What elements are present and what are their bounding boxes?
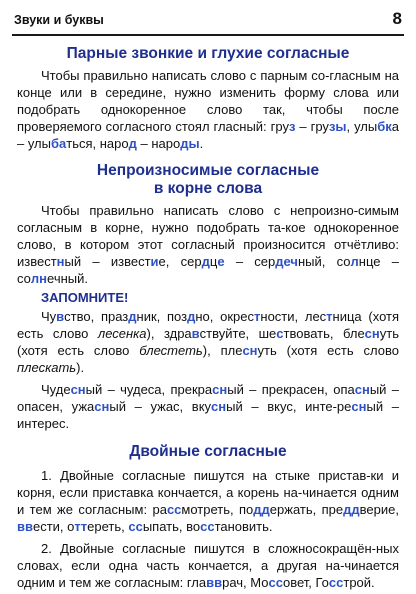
text-run: Чуде xyxy=(41,382,71,397)
text-run: ый – интерес. xyxy=(17,399,399,431)
text-run: Чтобы правильно написать слово с непроизно-симым согласным в корне, нужно подобрать та-кое однокоренное слово, в котором этот согласный произносится отчётливо: извест xyxy=(17,203,399,269)
highlighted-letters: сн xyxy=(70,382,86,397)
highlighted-letters: деч xyxy=(275,254,298,269)
page-header xyxy=(0,0,416,40)
section-title-line: Непроизносимые согласные xyxy=(96,162,320,179)
text-run: ержать, пре xyxy=(269,502,344,517)
highlighted-letters: с xyxy=(276,326,284,341)
text-run: Чтобы правильно написать слово с парным со-гласным на конце или в середине, нужно изменить форму слова или подобрать однокоренное слово так, чтобы после проверяемого согласного стоял гласный: гру xyxy=(17,68,399,134)
text-run: тановить. xyxy=(214,519,273,534)
text-run: ), пле xyxy=(202,343,243,358)
section-title-silent-consonants xyxy=(17,162,399,198)
text-run: . xyxy=(199,136,204,151)
text-run: ник, поз xyxy=(136,309,188,324)
section-title-paired-consonants: Парные звонкие и глухие согласные xyxy=(66,45,350,62)
highlighted-letters: бк xyxy=(377,119,392,134)
text-run: уть (хотя есть слово xyxy=(17,326,399,358)
text-run: ). xyxy=(76,360,85,375)
highlighted-letters: в xyxy=(191,326,200,341)
highlighted-letters: сн xyxy=(364,326,380,341)
text-run: – гру xyxy=(295,119,329,134)
highlighted-letters: сс xyxy=(166,502,182,517)
highlighted-letters: тт xyxy=(74,519,88,534)
highlighted-letters: д xyxy=(128,309,137,324)
text-run: ница (хотя есть слово xyxy=(17,309,400,341)
text-run: овет, Го xyxy=(282,575,329,590)
text-run: нце – со xyxy=(17,254,399,286)
text-run: трой. xyxy=(343,575,375,590)
paragraph-double-consonants-compound xyxy=(17,540,399,591)
text-run: верие, xyxy=(359,502,399,517)
text-run: ыпать, во xyxy=(142,519,201,534)
highlighted-letters: ды xyxy=(180,136,200,151)
remember-label: ЗАПОМНИТЕ! xyxy=(41,290,129,305)
italic-word: плескать xyxy=(17,360,77,375)
highlighted-letters: т xyxy=(326,309,333,324)
page-content xyxy=(17,40,399,591)
text-run: ести, о xyxy=(32,519,75,534)
highlighted-letters: вв xyxy=(17,519,33,534)
text-run: ый – опасен, ужа xyxy=(17,382,399,414)
paragraph-double-consonants-prefix xyxy=(17,467,399,535)
highlighted-letters: дд xyxy=(253,502,270,517)
text-run: а – улы xyxy=(17,119,400,151)
header-rule xyxy=(12,34,404,36)
highlighted-letters: с xyxy=(275,575,283,590)
text-run: е, сер xyxy=(158,254,202,269)
highlighted-letters: д xyxy=(201,254,210,269)
text-run: ый – чудеса, прекра xyxy=(85,382,213,397)
highlighted-letters: сн xyxy=(242,343,258,358)
text-run: ый – ужас, вку xyxy=(109,399,212,414)
highlighted-letters: сн xyxy=(212,382,228,397)
text-run: твовать, бле xyxy=(283,326,365,341)
text-run: но, окрес xyxy=(195,309,255,324)
highlighted-letters: з xyxy=(288,119,296,134)
highlighted-letters: с xyxy=(354,382,362,397)
highlighted-letters: и xyxy=(150,254,159,269)
italic-word: лесенка xyxy=(97,326,147,341)
text-run: ствуйте, ше xyxy=(199,326,277,341)
highlighted-letters: с xyxy=(268,575,276,590)
text-run: рач, Мо xyxy=(222,575,269,590)
text-run: ереть, xyxy=(87,519,129,534)
paragraph-remember-words xyxy=(17,308,399,376)
highlighted-letters: дд xyxy=(343,502,360,517)
highlighted-letters: д xyxy=(187,309,196,324)
text-run: ), здра xyxy=(146,326,192,341)
section-title-double-consonants: Двойные согласные xyxy=(129,443,287,460)
text-run: мотреть, по xyxy=(181,502,254,517)
highlighted-letters: вв xyxy=(206,575,223,590)
text-run: , улы xyxy=(346,119,378,134)
highlighted-letters: н xyxy=(56,254,65,269)
text-run: ц xyxy=(209,254,218,269)
highlighted-letters: н xyxy=(361,382,370,397)
highlighted-letters: е xyxy=(217,254,225,269)
highlighted-letters: в xyxy=(56,309,65,324)
highlighted-letters: сс xyxy=(128,519,143,534)
highlighted-letters: сс xyxy=(200,519,215,534)
paragraph-adjective-examples xyxy=(17,381,399,432)
text-run: 1. Двойные согласные пишутся на стыке пристав-ки и корня, если приставка кончается, а корень на-чинается одним и тем же согласным: ра xyxy=(17,468,399,517)
text-run: Чу xyxy=(41,309,57,324)
text-run: ный, со xyxy=(297,254,351,269)
highlighted-letters: д xyxy=(128,136,137,151)
text-run: ый – прекрасен, опа xyxy=(227,382,355,397)
highlighted-letters: ба xyxy=(51,136,67,151)
running-title: Звуки и буквы xyxy=(14,13,104,27)
text-run: ности, лес xyxy=(260,309,327,324)
highlighted-letters: сс xyxy=(328,575,344,590)
text-run: ться, наро xyxy=(66,136,129,151)
text-run: ый – вкус, инте-ре xyxy=(226,399,352,414)
italic-word: блестеть xyxy=(139,343,203,358)
highlighted-letters: л xyxy=(350,254,359,269)
text-run: ство, праз xyxy=(64,309,129,324)
paragraph-paired-consonants xyxy=(17,67,399,152)
page-number: 8 xyxy=(392,9,402,28)
text-run: ый – извест xyxy=(64,254,151,269)
highlighted-letters: сн xyxy=(211,399,227,414)
text-run: – наро xyxy=(136,136,181,151)
section-title-line: в корне слова xyxy=(153,180,263,197)
paragraph-silent-consonants xyxy=(17,202,399,287)
text-run: ечный. xyxy=(47,271,88,286)
highlighted-letters: сн xyxy=(94,399,110,414)
highlighted-letters: т xyxy=(254,309,261,324)
text-run: – сер xyxy=(224,254,276,269)
highlighted-letters: зы xyxy=(328,119,347,134)
highlighted-letters: лн xyxy=(30,271,48,286)
highlighted-letters: сн xyxy=(351,399,367,414)
text-run: 2. Двойные согласные пишутся в сложносокращён-ных словах, если одна часть кончается, а другая на-чинается одним и тем же согласным: гла xyxy=(17,541,399,590)
text-run: уть (хотя есть слово xyxy=(257,343,399,358)
